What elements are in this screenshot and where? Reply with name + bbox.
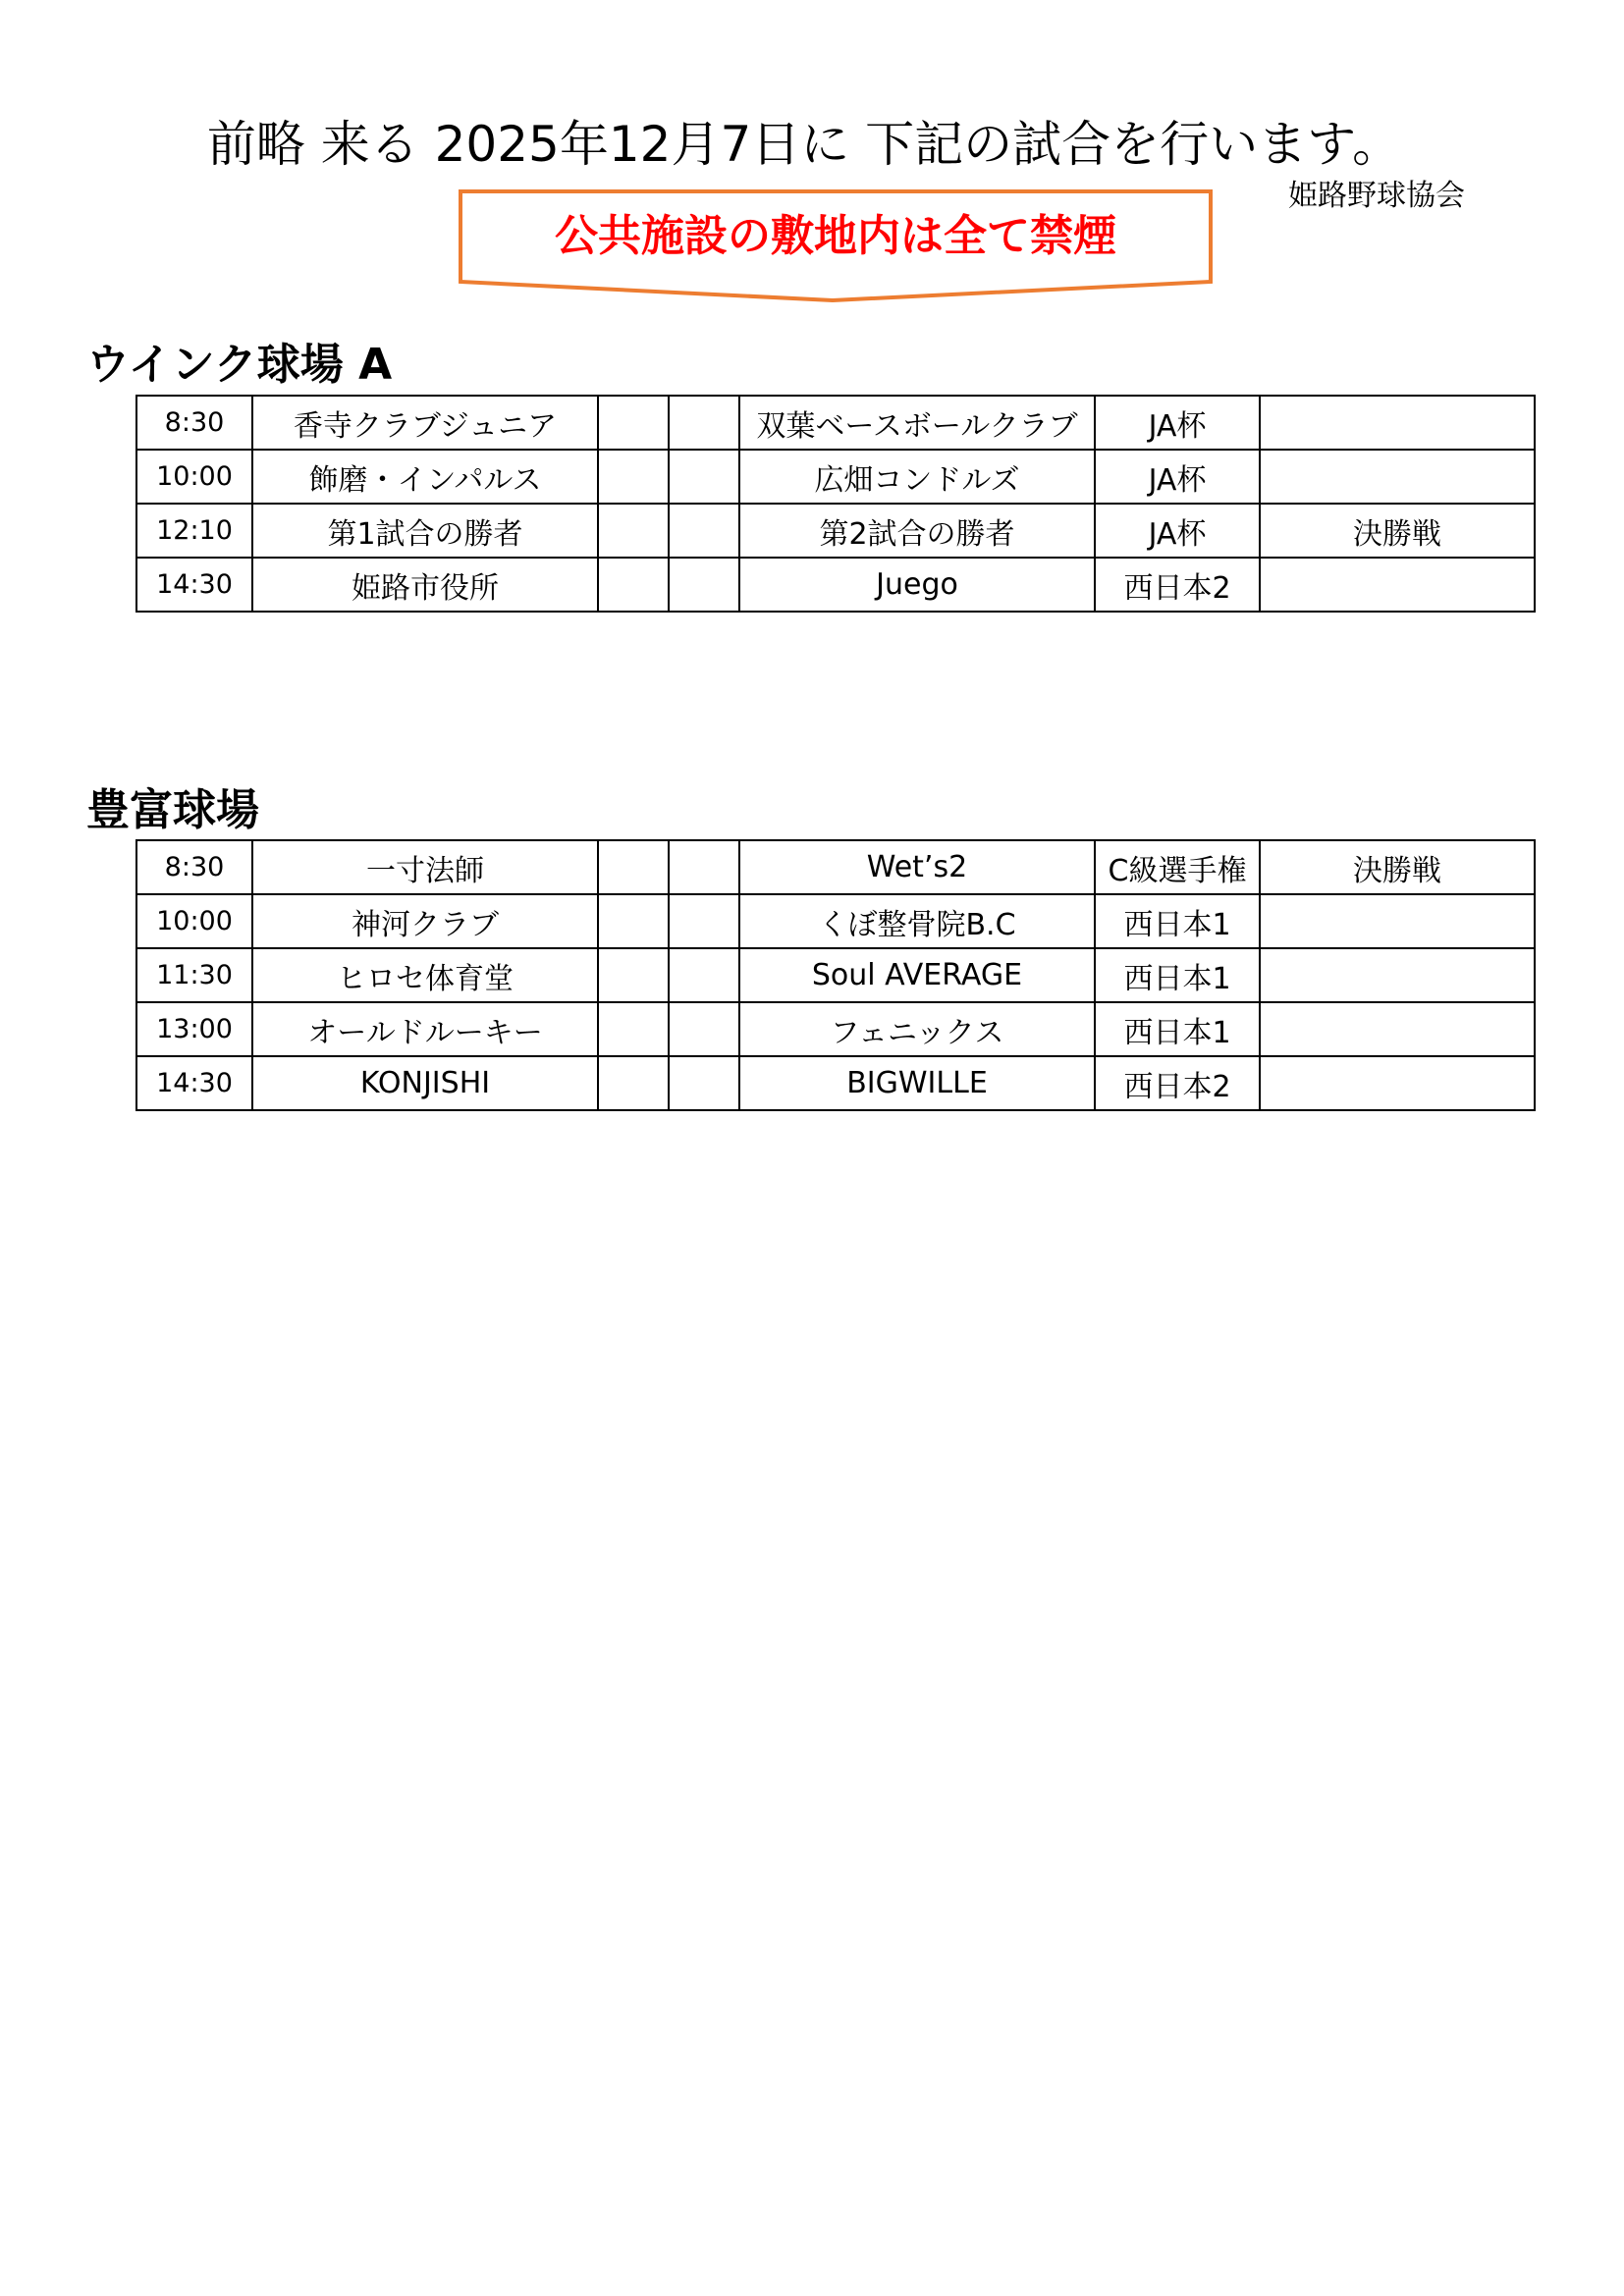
league: 西日本1 [1095,894,1260,948]
home-team: 飾磨・インパルス [252,450,598,504]
schedule-table-wink-a [135,395,1536,613]
league: 西日本2 [1095,558,1260,612]
table-row [136,1002,1535,1056]
venue-title-toyotomi: 豊富球場 [86,785,259,835]
away-score [669,1056,739,1110]
schedule-table-toyotomi [135,839,1536,1111]
game-note [1260,1056,1535,1110]
league: JA杯 [1095,450,1260,504]
game-time: 11:30 [136,948,252,1002]
game-note [1260,396,1535,450]
away-team: 広畑コンドルズ [739,450,1095,504]
league: JA杯 [1095,504,1260,558]
away-team: Juego [739,558,1095,612]
away-score [669,948,739,1002]
game-time: 14:30 [136,558,252,612]
home-score [598,1002,669,1056]
home-team: オールドルーキー [252,1002,598,1056]
game-time: 8:30 [136,840,252,894]
game-note [1260,450,1535,504]
away-score [669,504,739,558]
away-score [669,1002,739,1056]
home-team: 第1試合の勝者 [252,504,598,558]
table-row [136,894,1535,948]
league: JA杯 [1095,396,1260,450]
away-team: フェニックス [739,1002,1095,1056]
table-row [136,840,1535,894]
home-score [598,396,669,450]
home-score [598,894,669,948]
away-team: 双葉ベースボールクラブ [739,396,1095,450]
league: 西日本1 [1095,948,1260,1002]
away-score [669,558,739,612]
game-note [1260,1002,1535,1056]
game-time: 12:10 [136,504,252,558]
game-time: 10:00 [136,450,252,504]
league: 西日本2 [1095,1056,1260,1110]
game-note [1260,948,1535,1002]
home-team: 香寺クラブジュニア [252,396,598,450]
away-score [669,894,739,948]
league: C級選手権 [1095,840,1260,894]
league: 西日本1 [1095,1002,1260,1056]
game-note: 決勝戦 [1260,840,1535,894]
organization-name: 姫路野球協会 [1288,179,1465,213]
home-score [598,840,669,894]
home-score [598,450,669,504]
home-team: 神河クラブ [252,894,598,948]
away-team: BIGWILLE [739,1056,1095,1110]
table-row [136,396,1535,450]
game-time: 14:30 [136,1056,252,1110]
game-note [1260,894,1535,948]
home-team: KONJISHI [252,1056,598,1110]
headline-text: 前略 来る 2025年12月7日に 下記の試合を行います。 [206,116,1402,173]
game-note: 決勝戦 [1260,504,1535,558]
no-smoking-notice [458,188,1214,304]
home-score [598,948,669,1002]
away-team: 第2試合の勝者 [739,504,1095,558]
home-team: 一寸法師 [252,840,598,894]
table-row [136,948,1535,1002]
away-score [669,450,739,504]
game-note [1260,558,1535,612]
game-time: 8:30 [136,396,252,450]
away-team: Soul AVERAGE [739,948,1095,1002]
home-score [598,1056,669,1110]
headline [0,110,1624,179]
table-row [136,558,1535,612]
game-time: 10:00 [136,894,252,948]
table-row [136,450,1535,504]
table-row [136,1056,1535,1110]
table-row [136,504,1535,558]
home-team: 姫路市役所 [252,558,598,612]
notice-text: 公共施設の敷地内は全て禁煙 [555,211,1116,261]
away-team: Wet’s2 [739,840,1095,894]
away-score [669,396,739,450]
venue-title-wink-a: ウインク球場 A [86,340,393,390]
away-score [669,840,739,894]
game-time: 13:00 [136,1002,252,1056]
away-team: くぼ整骨院B.C [739,894,1095,948]
home-score [598,558,669,612]
home-score [598,504,669,558]
home-team: ヒロセ体育堂 [252,948,598,1002]
